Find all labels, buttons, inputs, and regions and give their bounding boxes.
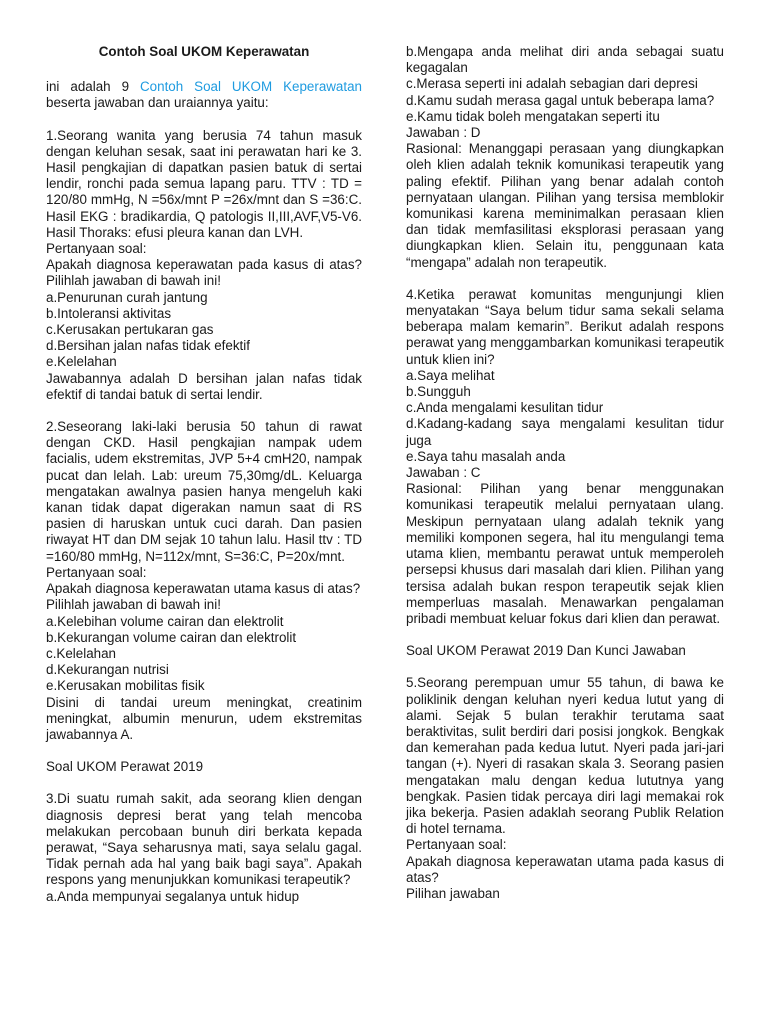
- document-title: Contoh Soal UKOM Keperawatan: [98, 44, 310, 59]
- q2-instruction: Pilihlah jawaban di bawah ini!: [46, 597, 221, 613]
- q2-prompt: Apakah diagnosa keperawatan utama kasus di atas?: [46, 581, 361, 597]
- q1-question: 1.Seorang wanita yang berusia 74 tahun masuk dengan keluhan sesak, saat ini perawatan hari ke 3. Hasil pengkajian di dapatkan pasien batuk di sertai lendir, ronchi pada semua lapang paru. TTV : TD = 120/80 mmHg, N =56x/mnt P =26x/mnt dan S =36:C. Hasil EKG : bradikardia, Q patologis II,III,AVF,V5-V6. Hasil Thoraks: efusi pleura kanan dan LVH.: [46, 127, 362, 240]
- q3-answer: Jawaban : D: [406, 125, 481, 141]
- q2-question: 2.Seseorang laki-laki berusia 50 tahun di rawat dengan CKD. Hasil pengkajian nampak udem facialis, udem ekstremitas, JVP 5+4 cmH20, nampak pucat dan lelah. Lab: ureum 75,30mg/dL. Keluarga mengatakan awalnya pasien hanya mengeluh kaki kanan tidak dapat digerakan namun saat di RS pasien di haruskan untuk cuci darah. Dan pasien riwayat HT dan DM sejak 10 tahun lalu. Hasil ttv : TD =160/80 mmHg, N=112x/mnt, S=36:C, P=20x/mnt.: [46, 419, 362, 564]
- q3-option-e: e.Kamu tidak boleh mengatakan seperti itu: [406, 108, 660, 124]
- intro-text-end: beserta jawaban dan uraiannya yaitu:: [46, 95, 269, 111]
- q1-prompt-label: Pertanyaan soal:: [46, 241, 147, 257]
- q4-answer: Jawaban : C: [406, 465, 481, 481]
- q3-option-c: c.Merasa seperti ini adalah sebagian dari depresi: [406, 76, 698, 92]
- intro-paragraph: [46, 79, 362, 111]
- q1-option-e: e.Kelelahan: [46, 354, 117, 370]
- q2-option-b: b.Kekurangan volume cairan dan elektrolit: [46, 629, 297, 645]
- q5-prompt-label: Pertanyaan soal:: [406, 837, 507, 853]
- intro-text: ini adalah 9: [46, 79, 140, 95]
- q2-option-e: e.Kerusakan mobilitas fisik: [46, 678, 205, 694]
- q4-option-e: e.Saya tahu masalah anda: [406, 448, 566, 464]
- q5-question: 5.Seorang perempuan umur 55 tahun, di bawa ke poliklinik dengan keluhan nyeri kedua lutut yang di alami. Sejak 5 bulan terakhir terutama saat beraktivitas, sulit berdiri dari posisi jongkok. Bengkak dan kemerahan pada kedua lutut. Nyeri pada jari-jari tangan (+). Nyeri di rasakan skala 3. Seorang pasien mengatakan malu dengan kedua lututnya yang bengkak. Pasien tidak percaya diri lagi memakai rok jika bekerja. Pasien adaklah seorang Publik Relation di hotel ternama.: [406, 675, 724, 837]
- q3-option-b: b.Mengapa anda melihat diri anda sebagai suatu kegagalan: [406, 44, 724, 76]
- q1-option-b: b.Intoleransi aktivitas: [46, 305, 172, 321]
- q4-option-c: c.Anda mengalami kesulitan tidur: [406, 400, 604, 416]
- left-column: [46, 44, 362, 905]
- q1-option-d: d.Bersihan jalan nafas tidak efektif: [46, 338, 250, 354]
- q3-option-d: d.Kamu sudah merasa gagal untuk beberapa lama?: [406, 92, 715, 108]
- q4-rationale: Rasional: Pilihan yang benar menggunakan komunikasi terapeutik melalui pernyataan ulang. Meskipun pernyataan ulang adalah teknik yang memiliki komponen segera, hal itu mengulangi tema utama klien, membantu perawat untuk memperoleh persepsi khusus dari masalah dari klien. Pilihan yang tersisa adalah bukan respon terapeutik sejak klien memperluas masalah. Menawarkan pengalaman pribadi membuat keluar fokus dari klien dan perawat.: [406, 481, 724, 626]
- q2-option-d: d.Kekurangan nutrisi: [46, 662, 169, 678]
- q5-instruction: Pilihan jawaban: [406, 885, 500, 901]
- q4-option-b: b.Sungguh: [406, 384, 471, 400]
- q2-prompt-label: Pertanyaan soal:: [46, 564, 147, 580]
- q2-option-a: a.Kelebihan volume cairan dan elektrolit: [46, 613, 284, 629]
- section-heading-kunci: Soal UKOM Perawat 2019 Dan Kunci Jawaban: [406, 643, 686, 659]
- q1-answer: Jawabannya adalah D bersihan jalan nafas tidak efektif di tandai batuk di sertai lendir.: [46, 370, 362, 402]
- q2-option-c: c.Kelelahan: [46, 645, 116, 661]
- q4-question: 4.Ketika perawat komunitas mengunjungi klien menyatakan “Saya belum tidur sama sekali selama beberapa malam kemarin”. Berikut adalah respons perawat yang menggambarkan komunikasi terapeutik untuk klien ini?: [406, 286, 724, 367]
- q5-prompt: Apakah diagnosa keperawatan utama pada kasus di atas?: [406, 853, 724, 885]
- q2-answer: Disini di tandai ureum meningkat, creatinim meningkat, albumin menurun, udem ekstremitas jawabannya A.: [46, 694, 362, 742]
- q1-option-c: c.Kerusakan pertukaran gas: [46, 322, 214, 338]
- q4-option-a: a.Saya melihat: [406, 367, 495, 383]
- ukom-link[interactable]: Contoh Soal UKOM Keperawatan: [140, 79, 362, 95]
- q3-option-a: a.Anda mempunyai segalanya untuk hidup: [46, 888, 300, 904]
- q4-option-d: d.Kadang-kadang saya mengalami kesulitan tidur juga: [406, 416, 724, 448]
- q3-rationale: Rasional: Menanggapi perasaan yang diungkapkan oleh klien adalah teknik komunikasi terapeutik yang paling efektif. Pilihan yang benar adalah contoh pernyataan ulangan. Pilihan yang tersisa memblokir komunikasi karena meminimalkan perasaan klien dan tidak memfasilitasi eksplorasi perasaan yang diungkapkan klien. Selain itu, penggunaan kata “mengapa” adalah non terapeutik.: [406, 141, 724, 270]
- right-column: [406, 44, 724, 902]
- q3-question: 3.Di suatu rumah sakit, ada seorang klien dengan diagnosis depresi berat yang telah mencoba melakukan percobaan bunuh diri berkata kepada perawat, “Saya seharusnya mati, saya selalu gagal. Tidak pernah ada hal yang baik bagi saya”. Apakah respons yang menunjukkan komunikasi terapeutik?: [46, 791, 362, 888]
- q1-prompt: Apakah diagnosa keperawatan pada kasus di atas? Pilihlah jawaban di bawah ini!: [46, 257, 362, 289]
- section-heading-2019: Soal UKOM Perawat 2019: [46, 759, 204, 775]
- q1-option-a: a.Penurunan curah jantung: [46, 289, 208, 305]
